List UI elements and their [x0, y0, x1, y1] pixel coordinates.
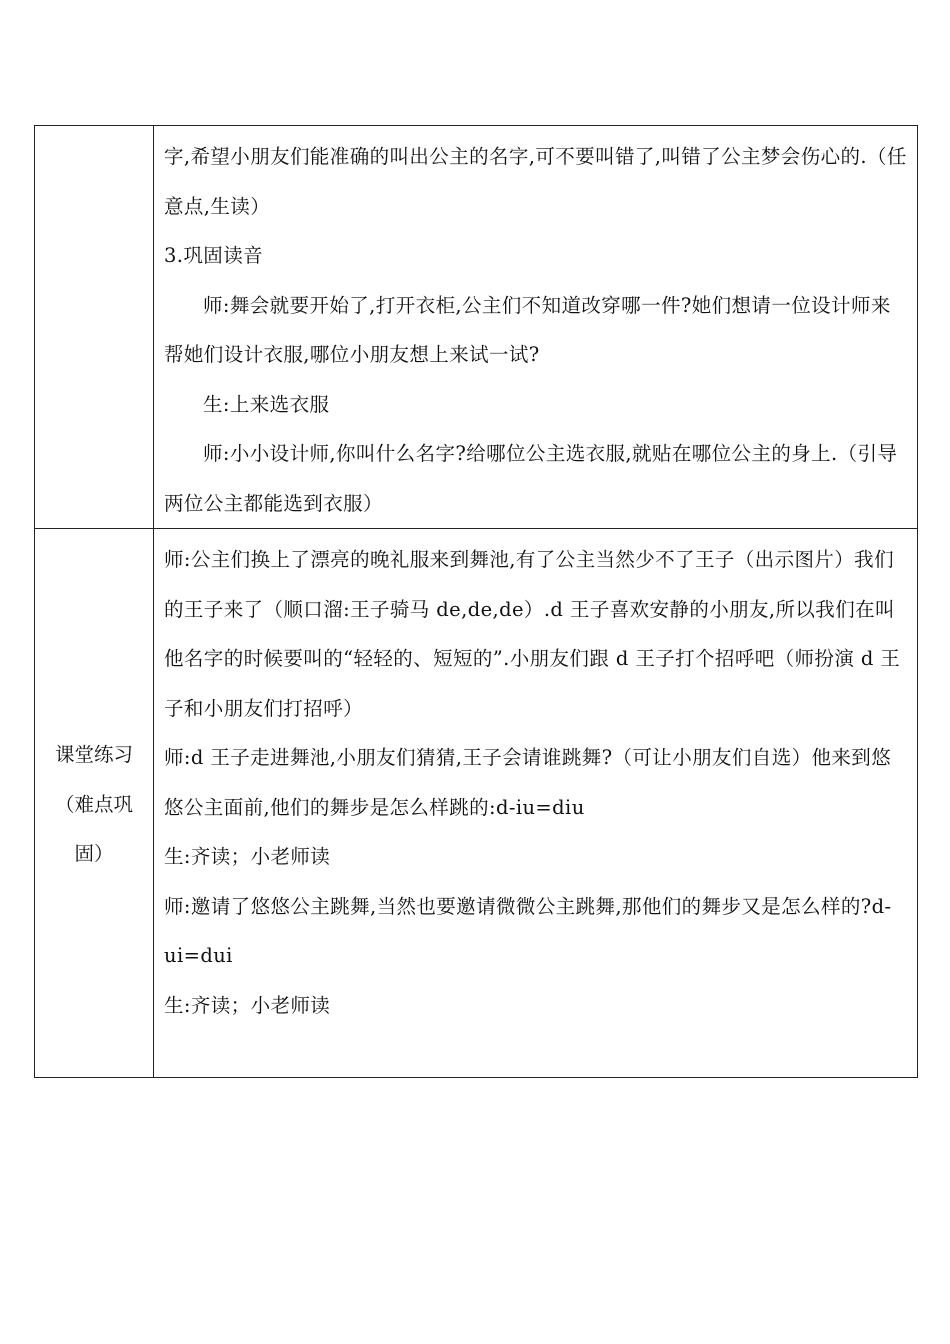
row-label-cell: [35, 126, 154, 529]
row-content-cell: [154, 126, 918, 529]
row-content: [154, 529, 917, 1030]
table-row: [35, 529, 918, 1078]
row-label: [35, 529, 153, 879]
row-content-cell: [154, 529, 918, 1078]
row-content: [154, 126, 917, 528]
table-row: [35, 126, 918, 529]
paragraph: 师:邀请了悠悠公主跳舞,当然也要邀请微微公主跳舞,那他们的舞步又是怎么样的?d-ui=dui: [164, 894, 892, 967]
paragraph: 生:上来选衣服: [203, 392, 330, 416]
paragraph: 生:齐读；小老师读: [164, 993, 331, 1017]
label-line: （难点巩: [54, 792, 133, 816]
paragraph: 师:舞会就要开始了,打开衣柜,公主们不知道改穿哪一件?她们想请一位设计师来帮她们设计衣服,哪位小朋友想上来试一试?: [164, 293, 891, 366]
row-label: [35, 126, 153, 327]
paragraph: 字,希望小朋友们能准确的叫出公主的名字,可不要叫错了,叫错了公主梦会伤心的.（任意点,生读）: [164, 145, 907, 218]
label-line: 课堂练习: [54, 743, 133, 766]
paragraph: 师:小小设计师,你叫什么名字?给哪位公主选衣服,就贴在哪位公主的身上.（引导两位公主都能选到衣服）: [164, 442, 898, 515]
row-label-cell: [35, 529, 154, 1078]
label-line: 固）: [74, 842, 114, 865]
paragraph: 师:公主们换上了漂亮的晚礼服来到舞池,有了公主当然少不了王子（出示图片）我们的王子来了（顺口溜:王子骑马 de,de,de）.d 王子喜欢安静的小朋友,所以我们在叫他名字的时候要叫的“轻轻的、短短的”.小朋友们跟 d 王子打个招呼吧（师扮演 d 王子和小朋友们打招呼）: [164, 548, 901, 720]
paragraph: 生:齐读；小老师读: [164, 845, 331, 868]
paragraph: 师:d 王子走进舞池,小朋友们猜猜,王子会请谁跳舞?（可让小朋友们自选）他来到悠悠公主面前,他们的舞步是怎么样跳的:d-iu=diu: [164, 746, 892, 819]
lesson-plan-table: [34, 125, 918, 1078]
section-heading: 3.巩固读音: [164, 244, 264, 267]
